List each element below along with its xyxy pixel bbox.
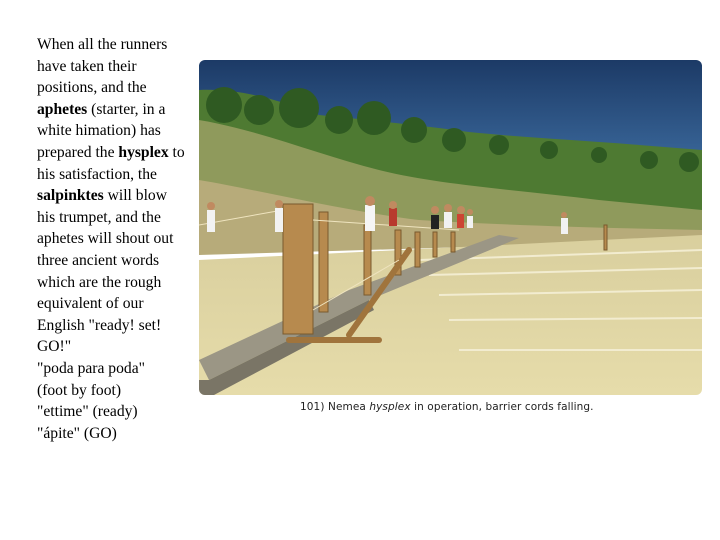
caption-prefix: Nemea	[324, 401, 370, 413]
greek-line-apite: "ápite" (GO)	[37, 424, 117, 442]
term-hysplex: hysplex	[118, 143, 169, 161]
translation-line-foot: (foot by foot)	[37, 381, 122, 399]
photo-caption	[300, 401, 594, 413]
term-aphetes: aphetes	[37, 100, 88, 118]
text-segment: to his satisfaction, the	[37, 143, 185, 183]
body-text	[37, 34, 187, 444]
caption-term-hysplex: hysplex	[369, 401, 411, 413]
greek-line-poda: "poda para poda"	[37, 359, 145, 377]
greek-line-ettime: "ettime" (ready)	[37, 403, 138, 421]
caption-suffix: in operation, barrier cords falling.	[410, 401, 594, 413]
term-salpinktes: salpinktes	[37, 187, 104, 205]
text-segment: When all the runners have taken their positions, and the	[37, 36, 168, 97]
caption-number: 101)	[300, 401, 325, 413]
stadium-photo	[199, 60, 702, 395]
text-segment: (starter, in a white himation) has prepared the	[37, 100, 166, 161]
text-segment: will blow his trumpet, and the aphetes will shout out three ancient words which are the rough equivalent of our English "ready! set! GO!"	[37, 187, 174, 356]
